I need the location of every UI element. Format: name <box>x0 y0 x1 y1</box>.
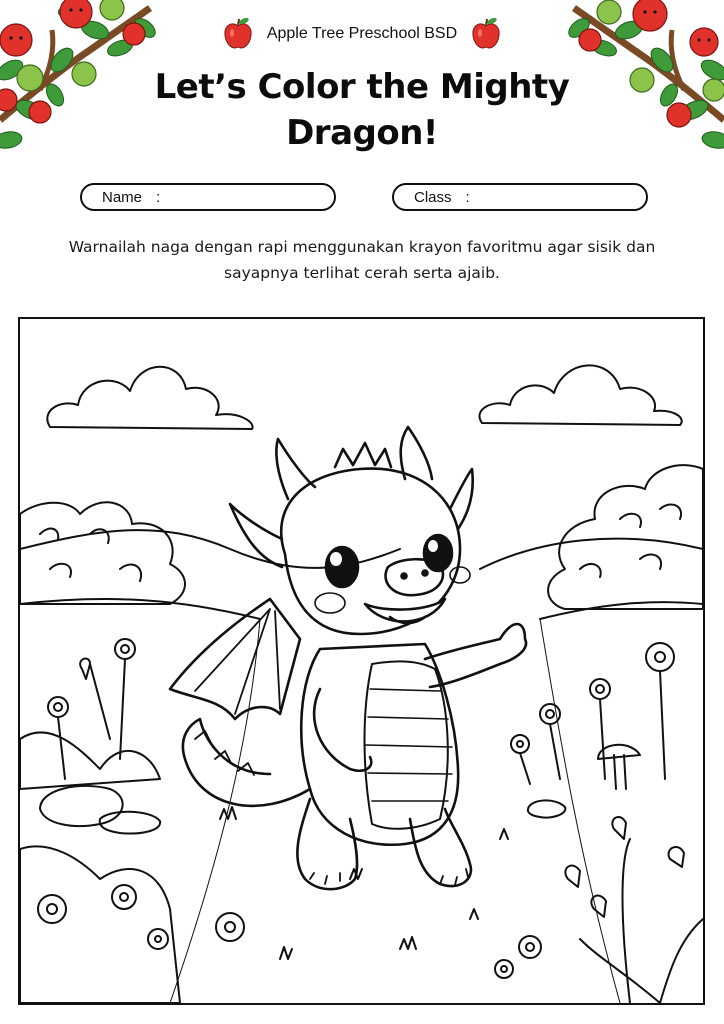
flowers-right <box>511 643 674 789</box>
cloud-left <box>47 367 252 429</box>
class-colon: : <box>465 188 470 206</box>
class-label: Class <box>414 188 452 206</box>
rock-right <box>528 800 565 817</box>
bush-right <box>548 465 703 609</box>
flowers-bottom-left <box>20 846 541 1003</box>
dragon-illustration <box>20 319 703 1003</box>
bush-left <box>20 502 185 604</box>
page-title: Let’s Color the Mighty Dragon! <box>154 67 570 153</box>
ground <box>170 619 620 1003</box>
instruction-text: Warnailah naga dengan rapi menggunakan krayon favoritmu agar sisik dan sayapnya terlihat cerah serta ajaib. <box>68 238 656 282</box>
name-label: Name <box>102 188 143 206</box>
name-colon: : <box>156 188 161 206</box>
class-field[interactable] <box>392 183 648 211</box>
apple-icon <box>471 17 501 51</box>
rock-left <box>40 786 123 826</box>
name-field[interactable] <box>80 183 336 211</box>
flowers-left <box>20 639 160 789</box>
coloring-frame <box>18 317 705 1005</box>
school-header <box>0 16 724 52</box>
horizon-left <box>20 599 260 619</box>
cloud-right <box>479 365 681 425</box>
school-name: Apple Tree Preschool BSD <box>266 25 458 42</box>
horizon-right <box>540 602 703 619</box>
apple-icon <box>223 17 253 51</box>
dragon <box>170 427 526 889</box>
bellflowers <box>565 817 703 1003</box>
